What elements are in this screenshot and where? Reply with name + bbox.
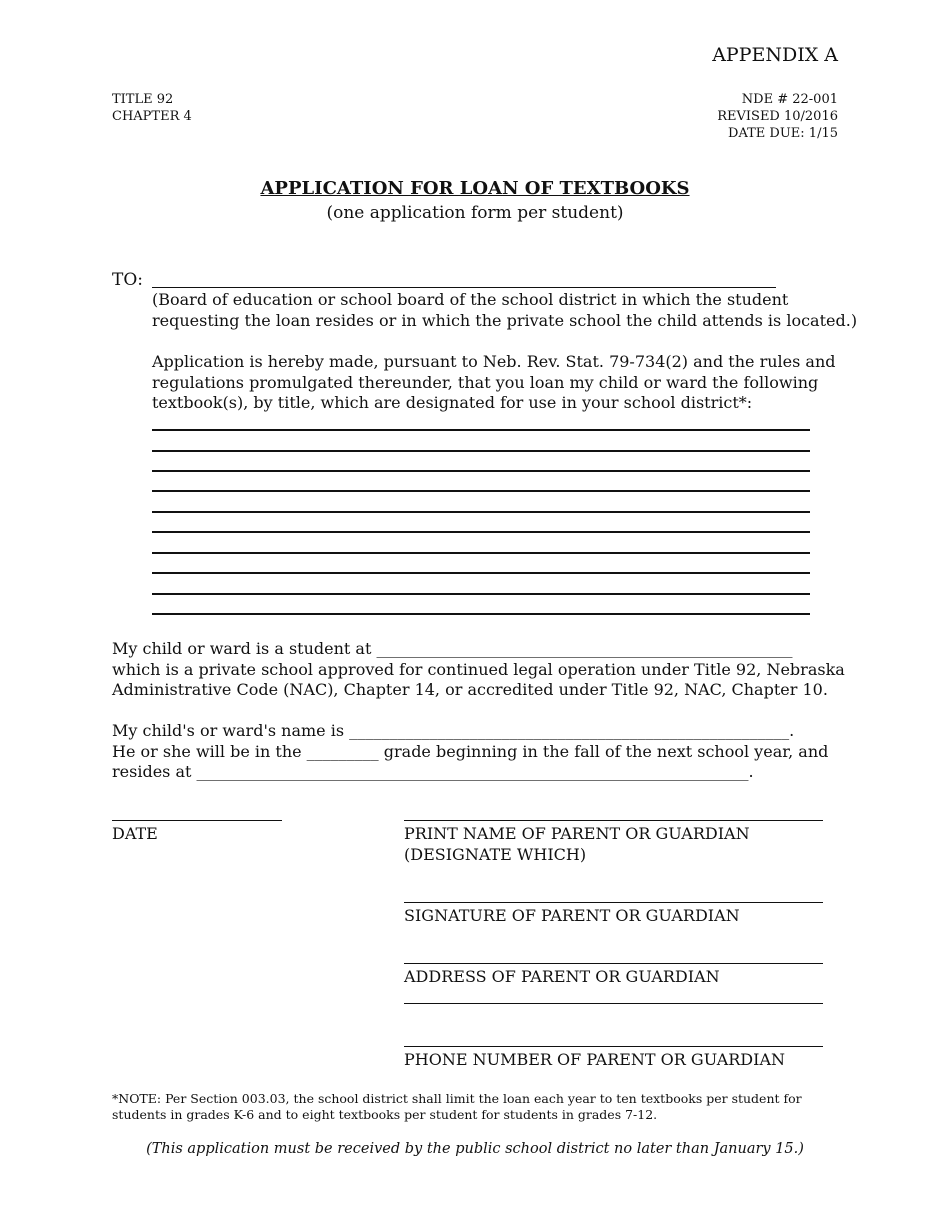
student-name-paragraph [112,721,828,783]
school-field-line[interactable]: My child or ward is a student at ____________________________________________________ [112,639,793,658]
phone-label: PHONE NUMBER OF PARENT OR GUARDIAN [404,1050,786,1069]
grade-field[interactable]: He or she will be in the _________ grade beginning in the fall of the next school year, and [112,741,829,761]
form-title: APPLICATION FOR LOAN OF TEXTBOOKS [260,178,690,199]
textbook-line-8[interactable] [152,572,810,574]
to-label: TO: [112,270,144,290]
note-line: *NOTE: Per Section 003.03, the school district shall limit the loan each year to ten textbooks per student for [112,1091,802,1106]
application-line: regulations promulgated thereunder, that you loan my child or ward the following [152,372,819,392]
textbook-line-2[interactable] [152,450,810,452]
textbook-line-6[interactable] [152,531,810,533]
textbook-line-5[interactable] [152,511,810,513]
print-name-field-line[interactable] [404,820,823,821]
print-name-label [404,823,750,865]
signature-label: SIGNATURE OF PARENT OR GUARDIAN [404,906,740,925]
appendix-label: APPENDIX A [712,44,838,66]
header-left [112,91,192,125]
form-subtitle: (one application form per student) [326,203,624,223]
title-number: TITLE 92 [112,92,174,107]
school-approval-line: Administrative Code (NAC), Chapter 14, or accredited under Title 92, NAC, Chapter 10. [112,680,828,699]
student-name-field[interactable]: My child's or ward's name is _______________________________________________________. [112,721,795,740]
date-due: DATE DUE: 1/15 [728,126,838,141]
application-line: textbook(s), by title, which are designated for use in your school district*: [152,393,753,412]
textbook-line-4[interactable] [152,490,810,492]
textbook-line-10[interactable] [152,613,810,615]
revised-date: REVISED 10/2016 [717,109,838,124]
header-right [717,91,838,142]
textbook-line-7[interactable] [152,552,810,554]
residence-field[interactable]: resides at _____________________________________________________________________. [112,762,754,781]
application-line: Application is hereby made, pursuant to Neb. Rev. Stat. 79-734(2) and the rules and [152,352,836,371]
chapter-number: CHAPTER 4 [112,109,192,124]
nde-number: NDE # 22-001 [741,92,838,107]
board-note-line: (Board of education or school board of the school district in which the student [152,290,789,309]
textbook-limit-note [112,1091,802,1123]
date-label: DATE [112,824,158,843]
board-note-line: requesting the loan resides or in which the private school the child attends is located.) [152,310,858,330]
address-label: ADDRESS OF PARENT OR GUARDIAN [404,967,720,986]
textbook-line-3[interactable] [152,470,810,472]
textbook-line-9[interactable] [152,593,810,595]
print-name-label-line: PRINT NAME OF PARENT OR GUARDIAN [404,824,750,843]
textbook-line-1[interactable] [152,429,810,431]
signature-field-line[interactable] [404,902,823,903]
print-name-label-line: (DESIGNATE WHICH) [404,845,587,864]
application-paragraph [152,352,836,414]
student-school-paragraph [112,639,845,701]
date-field-line[interactable] [112,820,282,821]
board-note [152,290,857,331]
to-field-line[interactable] [152,287,776,288]
phone-field-line[interactable] [404,1046,823,1047]
note-line: students in grades K-6 and to eight textbooks per student for students in grades 7-12. [112,1107,658,1122]
school-approval-line: which is a private school approved for continued legal operation under Title 92, Nebraska [112,659,845,679]
address-field-line[interactable] [404,963,823,964]
address-field-line-2[interactable] [404,1003,823,1004]
deadline-footer: (This application must be received by the public school district no later than January 15.) [146,1141,804,1157]
